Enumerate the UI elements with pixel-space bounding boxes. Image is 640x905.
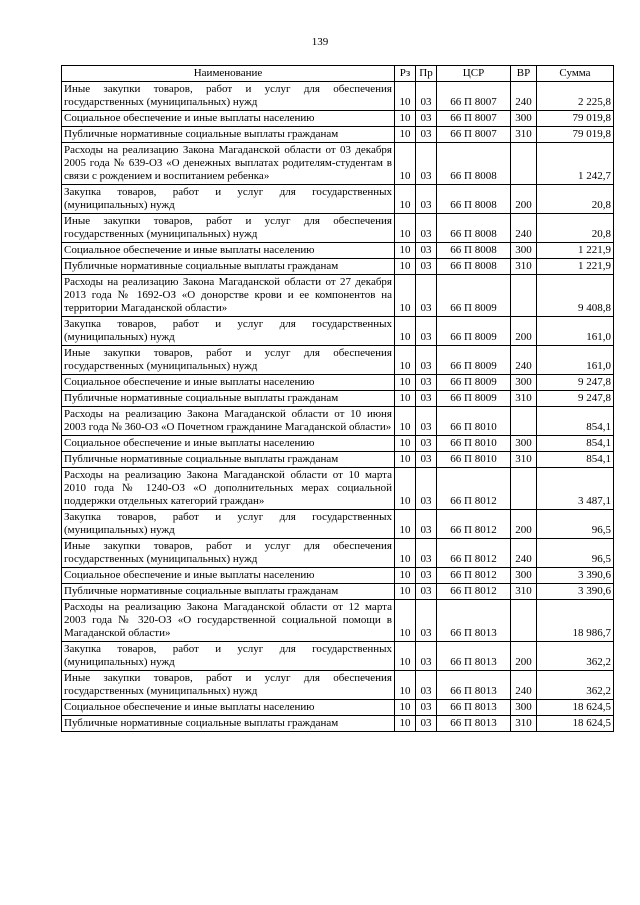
cell-vr xyxy=(511,143,537,185)
cell-name: Закупка товаров, работ и услуг для государственных (муниципальных) нужд xyxy=(62,317,395,346)
table-row xyxy=(62,407,614,436)
cell-rz: 10 xyxy=(395,391,416,407)
cell-rz: 10 xyxy=(395,214,416,243)
table-row xyxy=(62,510,614,539)
cell-sum: 161,0 xyxy=(537,317,614,346)
cell-sum: 3 390,6 xyxy=(537,584,614,600)
cell-pr: 03 xyxy=(416,143,437,185)
cell-name: Расходы на реализацию Закона Магаданской области от 12 марта 2003 года № 320-ОЗ «О государственной социальной помощи в Магаданской области» xyxy=(62,600,395,642)
cell-vr: 300 xyxy=(511,111,537,127)
cell-csr: 66 П 8007 xyxy=(437,111,511,127)
cell-vr: 200 xyxy=(511,642,537,671)
header-vr: ВР xyxy=(511,66,537,82)
cell-csr: 66 П 8007 xyxy=(437,82,511,111)
page-number: 139 xyxy=(311,36,329,48)
cell-vr: 310 xyxy=(511,391,537,407)
header-sum: Сумма xyxy=(537,66,614,82)
table-row xyxy=(62,584,614,600)
cell-pr: 03 xyxy=(416,510,437,539)
cell-rz: 10 xyxy=(395,568,416,584)
table-row xyxy=(62,671,614,700)
cell-csr: 66 П 8008 xyxy=(437,185,511,214)
cell-csr: 66 П 8010 xyxy=(437,452,511,468)
cell-rz: 10 xyxy=(395,600,416,642)
cell-sum: 854,1 xyxy=(537,436,614,452)
cell-pr: 03 xyxy=(416,436,437,452)
cell-name: Социальное обеспечение и иные выплаты населению xyxy=(62,375,395,391)
cell-rz: 10 xyxy=(395,452,416,468)
table-row xyxy=(62,317,614,346)
cell-rz: 10 xyxy=(395,127,416,143)
cell-pr: 03 xyxy=(416,642,437,671)
cell-pr: 03 xyxy=(416,716,437,732)
cell-vr: 310 xyxy=(511,127,537,143)
cell-rz: 10 xyxy=(395,584,416,600)
budget-table xyxy=(61,65,614,732)
cell-sum: 161,0 xyxy=(537,346,614,375)
cell-csr: 66 П 8008 xyxy=(437,243,511,259)
cell-sum: 2 225,8 xyxy=(537,82,614,111)
cell-sum: 18 986,7 xyxy=(537,600,614,642)
cell-sum: 20,8 xyxy=(537,214,614,243)
cell-name: Закупка товаров, работ и услуг для государственных (муниципальных) нужд xyxy=(62,185,395,214)
cell-vr: 300 xyxy=(511,436,537,452)
cell-name: Социальное обеспечение и иные выплаты населению xyxy=(62,436,395,452)
cell-rz: 10 xyxy=(395,143,416,185)
cell-sum: 3 487,1 xyxy=(537,468,614,510)
table-row xyxy=(62,375,614,391)
cell-csr: 66 П 8009 xyxy=(437,317,511,346)
cell-name: Публичные нормативные социальные выплаты гражданам xyxy=(62,127,395,143)
cell-sum: 1 242,7 xyxy=(537,143,614,185)
cell-vr: 310 xyxy=(511,452,537,468)
cell-rz: 10 xyxy=(395,539,416,568)
table-row xyxy=(62,127,614,143)
cell-pr: 03 xyxy=(416,391,437,407)
cell-vr: 240 xyxy=(511,671,537,700)
cell-sum: 20,8 xyxy=(537,185,614,214)
cell-name: Социальное обеспечение и иные выплаты населению xyxy=(62,568,395,584)
cell-name: Расходы на реализацию Закона Магаданской области от 27 декабря 2013 года № 1692-ОЗ «О донорстве крови и ее компонентов на территории Магаданской области» xyxy=(62,275,395,317)
cell-csr: 66 П 8013 xyxy=(437,600,511,642)
header-rz: Рз xyxy=(395,66,416,82)
cell-name: Публичные нормативные социальные выплаты гражданам xyxy=(62,259,395,275)
cell-rz: 10 xyxy=(395,82,416,111)
cell-rz: 10 xyxy=(395,275,416,317)
cell-name: Расходы на реализацию Закона Магаданской области от 10 марта 2010 года № 1240-ОЗ «О дополнительных мерах социальной поддержки отдельных категорий граждан» xyxy=(62,468,395,510)
table-row xyxy=(62,568,614,584)
cell-vr: 240 xyxy=(511,539,537,568)
cell-csr: 66 П 8010 xyxy=(437,407,511,436)
cell-pr: 03 xyxy=(416,82,437,111)
cell-csr: 66 П 8013 xyxy=(437,642,511,671)
cell-rz: 10 xyxy=(395,317,416,346)
cell-csr: 66 П 8009 xyxy=(437,346,511,375)
table-row xyxy=(62,82,614,111)
cell-sum: 9 408,8 xyxy=(537,275,614,317)
table-row xyxy=(62,716,614,732)
cell-name: Иные закупки товаров, работ и услуг для обеспечения государственных (муниципальных) нужд xyxy=(62,671,395,700)
cell-vr: 200 xyxy=(511,185,537,214)
cell-sum: 854,1 xyxy=(537,452,614,468)
cell-sum: 79 019,8 xyxy=(537,111,614,127)
cell-pr: 03 xyxy=(416,127,437,143)
cell-sum: 96,5 xyxy=(537,539,614,568)
table-row xyxy=(62,700,614,716)
cell-vr: 300 xyxy=(511,700,537,716)
cell-pr: 03 xyxy=(416,568,437,584)
table-row xyxy=(62,346,614,375)
cell-rz: 10 xyxy=(395,243,416,259)
cell-vr xyxy=(511,275,537,317)
cell-vr xyxy=(511,600,537,642)
cell-sum: 1 221,9 xyxy=(537,259,614,275)
cell-csr: 66 П 8012 xyxy=(437,468,511,510)
cell-vr xyxy=(511,407,537,436)
header-name: Наименование xyxy=(62,66,395,82)
cell-pr: 03 xyxy=(416,317,437,346)
cell-rz: 10 xyxy=(395,259,416,275)
cell-pr: 03 xyxy=(416,346,437,375)
cell-rz: 10 xyxy=(395,642,416,671)
cell-rz: 10 xyxy=(395,407,416,436)
cell-sum: 18 624,5 xyxy=(537,700,614,716)
cell-vr: 240 xyxy=(511,214,537,243)
cell-name: Публичные нормативные социальные выплаты гражданам xyxy=(62,391,395,407)
table-row xyxy=(62,600,614,642)
cell-vr: 300 xyxy=(511,375,537,391)
cell-pr: 03 xyxy=(416,700,437,716)
cell-csr: 66 П 8008 xyxy=(437,214,511,243)
table-row xyxy=(62,259,614,275)
cell-rz: 10 xyxy=(395,716,416,732)
cell-pr: 03 xyxy=(416,468,437,510)
cell-pr: 03 xyxy=(416,407,437,436)
cell-csr: 66 П 8008 xyxy=(437,259,511,275)
cell-pr: 03 xyxy=(416,185,437,214)
table-row xyxy=(62,275,614,317)
table-body xyxy=(62,82,614,732)
table-row xyxy=(62,436,614,452)
table-row xyxy=(62,468,614,510)
cell-rz: 10 xyxy=(395,375,416,391)
table-row xyxy=(62,111,614,127)
cell-rz: 10 xyxy=(395,111,416,127)
cell-name: Публичные нормативные социальные выплаты гражданам xyxy=(62,452,395,468)
cell-vr: 310 xyxy=(511,584,537,600)
cell-rz: 10 xyxy=(395,700,416,716)
cell-rz: 10 xyxy=(395,510,416,539)
cell-csr: 66 П 8009 xyxy=(437,275,511,317)
table-row xyxy=(62,391,614,407)
cell-name: Иные закупки товаров, работ и услуг для обеспечения государственных (муниципальных) нужд xyxy=(62,346,395,375)
cell-csr: 66 П 8009 xyxy=(437,375,511,391)
cell-name: Социальное обеспечение и иные выплаты населению xyxy=(62,243,395,259)
cell-rz: 10 xyxy=(395,436,416,452)
cell-vr: 240 xyxy=(511,82,537,111)
cell-name: Социальное обеспечение и иные выплаты населению xyxy=(62,700,395,716)
cell-csr: 66 П 8012 xyxy=(437,568,511,584)
cell-sum: 3 390,6 xyxy=(537,568,614,584)
cell-rz: 10 xyxy=(395,185,416,214)
table-row xyxy=(62,539,614,568)
header-csr: ЦСР xyxy=(437,66,511,82)
cell-name: Закупка товаров, работ и услуг для государственных (муниципальных) нужд xyxy=(62,642,395,671)
cell-pr: 03 xyxy=(416,584,437,600)
cell-pr: 03 xyxy=(416,539,437,568)
cell-vr: 310 xyxy=(511,259,537,275)
cell-csr: 66 П 8008 xyxy=(437,143,511,185)
cell-csr: 66 П 8009 xyxy=(437,391,511,407)
cell-pr: 03 xyxy=(416,452,437,468)
cell-name: Иные закупки товаров, работ и услуг для обеспечения государственных (муниципальных) нужд xyxy=(62,214,395,243)
cell-pr: 03 xyxy=(416,275,437,317)
cell-pr: 03 xyxy=(416,243,437,259)
cell-pr: 03 xyxy=(416,375,437,391)
cell-name: Расходы на реализацию Закона Магаданской области от 10 июня 2003 года № 360-ОЗ «О Почетном гражданине Магаданской области» xyxy=(62,407,395,436)
cell-csr: 66 П 8012 xyxy=(437,510,511,539)
table-row xyxy=(62,452,614,468)
cell-name: Социальное обеспечение и иные выплаты населению xyxy=(62,111,395,127)
cell-pr: 03 xyxy=(416,600,437,642)
cell-vr xyxy=(511,468,537,510)
cell-name: Иные закупки товаров, работ и услуг для обеспечения государственных (муниципальных) нужд xyxy=(62,82,395,111)
cell-rz: 10 xyxy=(395,671,416,700)
cell-pr: 03 xyxy=(416,671,437,700)
cell-sum: 362,2 xyxy=(537,671,614,700)
cell-name: Закупка товаров, работ и услуг для государственных (муниципальных) нужд xyxy=(62,510,395,539)
table-row xyxy=(62,143,614,185)
cell-name: Иные закупки товаров, работ и услуг для обеспечения государственных (муниципальных) нужд xyxy=(62,539,395,568)
table-row xyxy=(62,185,614,214)
cell-csr: 66 П 8013 xyxy=(437,700,511,716)
cell-sum: 96,5 xyxy=(537,510,614,539)
cell-name: Публичные нормативные социальные выплаты гражданам xyxy=(62,584,395,600)
cell-vr: 310 xyxy=(511,716,537,732)
cell-sum: 9 247,8 xyxy=(537,375,614,391)
cell-sum: 79 019,8 xyxy=(537,127,614,143)
cell-csr: 66 П 8013 xyxy=(437,671,511,700)
header-pr: Пр xyxy=(416,66,437,82)
cell-vr: 200 xyxy=(511,317,537,346)
cell-vr: 300 xyxy=(511,568,537,584)
table-row xyxy=(62,243,614,259)
cell-sum: 362,2 xyxy=(537,642,614,671)
cell-csr: 66 П 8012 xyxy=(437,539,511,568)
cell-sum: 1 221,9 xyxy=(537,243,614,259)
cell-pr: 03 xyxy=(416,259,437,275)
table-header-row xyxy=(62,66,614,82)
cell-csr: 66 П 8010 xyxy=(437,436,511,452)
table-row xyxy=(62,642,614,671)
cell-csr: 66 П 8007 xyxy=(437,127,511,143)
cell-pr: 03 xyxy=(416,214,437,243)
cell-name: Расходы на реализацию Закона Магаданской области от 03 декабря 2005 года № 639-ОЗ «О денежных выплатах родителям-студентам в связи с рождением и воспитанием ребенка» xyxy=(62,143,395,185)
cell-csr: 66 П 8012 xyxy=(437,584,511,600)
cell-rz: 10 xyxy=(395,468,416,510)
cell-pr: 03 xyxy=(416,111,437,127)
cell-vr: 240 xyxy=(511,346,537,375)
table-row xyxy=(62,214,614,243)
cell-vr: 200 xyxy=(511,510,537,539)
cell-csr: 66 П 8013 xyxy=(437,716,511,732)
cell-vr: 300 xyxy=(511,243,537,259)
cell-name: Публичные нормативные социальные выплаты гражданам xyxy=(62,716,395,732)
cell-sum: 18 624,5 xyxy=(537,716,614,732)
cell-rz: 10 xyxy=(395,346,416,375)
cell-sum: 854,1 xyxy=(537,407,614,436)
cell-sum: 9 247,8 xyxy=(537,391,614,407)
